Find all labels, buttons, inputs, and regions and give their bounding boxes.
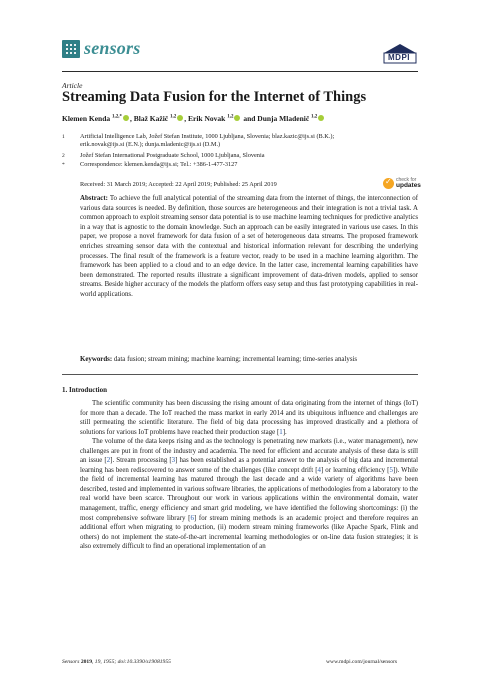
orcid-icon[interactable] — [177, 115, 183, 121]
paragraph-text: ]. Stream processing [ — [110, 457, 172, 465]
footer-citation: , 19, 1955; doi:10.3390/s19081955 — [92, 659, 171, 665]
article-title: Streaming Data Fusion for the Internet of Things — [62, 89, 367, 105]
citation-link[interactable]: 3 — [171, 457, 176, 465]
citation-footer — [62, 659, 171, 665]
author-affiliation-marks: 1,2 — [170, 114, 177, 120]
author-separator: and — [241, 114, 258, 123]
citation-link[interactable]: 5 — [389, 466, 393, 474]
paragraph-text: ] or learning efficiency [ — [320, 466, 390, 474]
header-rule — [62, 71, 418, 72]
citation-link[interactable]: 6 — [190, 514, 194, 522]
keywords — [80, 355, 418, 365]
orcid-icon[interactable] — [318, 115, 324, 121]
orcid-icon[interactable] — [234, 115, 240, 121]
affiliation-mark: 2 — [62, 153, 65, 159]
author-affiliation-marks: 1,2 — [227, 114, 234, 120]
orcid-icon[interactable] — [123, 115, 129, 121]
mdpi-logo-icon — [382, 43, 418, 65]
abstract-label: Abstract: — [80, 195, 108, 202]
affiliation-line: Jožef Stefan International Postgraduate School, 1000 Ljubljana, Slovenia — [80, 152, 265, 159]
publication-dates: Received: 31 March 2019; Accepted: 22 April 2019; Published: 25 April 2019 — [80, 181, 277, 188]
paragraph — [80, 437, 418, 552]
author-list — [62, 114, 325, 123]
abstract — [80, 194, 418, 300]
keywords-label: Keywords: — [80, 356, 113, 363]
check-updates-line1: check for — [396, 177, 417, 183]
author-separator: , — [184, 114, 188, 123]
check-updates-icon — [383, 178, 394, 189]
section-divider — [62, 374, 418, 375]
author-affiliation-marks: 1,2,* — [112, 114, 122, 120]
footer-year: 2019 — [80, 659, 92, 665]
journal-logo-icon — [62, 40, 80, 58]
author-name: Erik Novak — [188, 114, 226, 123]
paragraph — [80, 399, 418, 437]
author-separator: , — [130, 114, 134, 123]
journal-url-link[interactable]: www.mdpi.com/journal/sensors — [326, 659, 398, 665]
article-type: Article — [62, 81, 83, 90]
footer-journal: Sensors — [62, 659, 80, 665]
affiliation-mark: 1 — [62, 134, 65, 140]
paragraph-text: The scientific community has been discussing the rising amount of data originating from the internet of things (IoT) for more than a decade. The IoT reached the mass market in early 2014 and its ubiquitous influence and challenges are still permeating the scientific literature. The field of big data processing has improved drastically and a plethora of solutions for various IoT problems have reached their production stage [ — [80, 400, 418, 436]
journal-name: sensors — [84, 38, 141, 58]
mdpi-logo-text: MDPI — [388, 53, 410, 62]
check-updates-line2: updates — [396, 182, 421, 189]
citation-link[interactable]: 2 — [106, 457, 111, 465]
author-name: Klemen Kenda — [62, 114, 111, 123]
section-body — [80, 399, 418, 552]
affiliation-line: Artificial Intelligence Lab, Jožef Stefan Institute, 1000 Ljubljana, Slovenia; blaz.kazic@ijs.si (B.K.); — [80, 133, 335, 140]
paragraph-text: ]). While the field of incremental learning has matured through the last decade and a wide variety of algorithms have been described, tested and implemented in various software libraries, the applications of methodologies from a laboratory to the real world have been scarce. Throughout our work in various applications within the environmental domain, water management, traffic, energy efficiency and smart grid modeling, we have identified the following shortcomings: (i) the most comprehensive software library [ — [80, 466, 419, 522]
paragraph-text: ]. — [282, 428, 287, 436]
affiliation-mark: * — [62, 162, 65, 168]
abstract-text: To achieve the full analytical potential of the streaming data from the internet of things, the interconnection of various data sources is needed. By definition, those sources are heterogeneous and their integration is not a trivial task. A common approach to exploit streaming sensor data potential is to use machine learning techniques for predictive analytics in a way that is agnostic to the domain knowledge. Such an approach can be easily integrated in various use cases. In this paper, we propose a novel framework for data fusion of a set of heterogeneous data streams. The proposed framework enriches streaming sensor data with the contextual and historical information relevant for describing the underlying processes. The final result of the framework is a feature vector, ready to be used in a machine learning algorithm. The framework has been applied to a cloud and to an edge device. In the latter case, incremental learning capabilities have been demonstrated. The reported results illustrate a significant improvement of data-driven models, applied to sensor streams. Beside higher accuracy of the models the platform offers easy setup and thus fast prototyping capabilities in real-world applications. — [80, 195, 418, 298]
author-affiliation-marks: 1,2 — [311, 114, 318, 120]
section-heading: 1. Introduction — [62, 386, 107, 394]
citation-link[interactable]: 4 — [317, 466, 321, 474]
paragraph-text: ] has been established as a potential answer to the analysis of big data and incremental learning has been rediscovered to answer some of the challenges (like concept drift [ — [80, 457, 418, 474]
paragraph-text: The volume of the data keeps rising and as the technology is penetrating new markets (i.e., water management), new challenges are put in front of the industry and academia. The need for efficient and accurate analysis of these data is still an issue [ — [80, 438, 418, 465]
affiliation-line: Correspondence: klemen.kenda@ijs.si; Tel.: +386-1-477-3127 — [80, 161, 238, 168]
citation-link[interactable]: 1 — [279, 428, 283, 436]
author-name: Blaž Kažič — [133, 114, 169, 123]
paragraph-text: ] for stream mining methods is an academic project and therefore requires an additional effort when migrating to production, (ii) modern stream mining frameworks (like Apache Spark, Flink and others) do not implement the state-of-the-art incremental learning methodologies or on-line data fusion strategies; it is also extremely difficult to find an operational implementation of an — [80, 514, 419, 551]
author-name: Dunja Mladenič — [257, 114, 310, 123]
affiliation-line: erik.novak@ijs.si (E.N.); dunja.mladenic@ijs.si (D.M.) — [80, 141, 221, 149]
keywords-text: data fusion; stream mining; machine learning; incremental learning; time-series analysis — [113, 356, 358, 363]
check-for-updates-button[interactable] — [383, 177, 421, 191]
